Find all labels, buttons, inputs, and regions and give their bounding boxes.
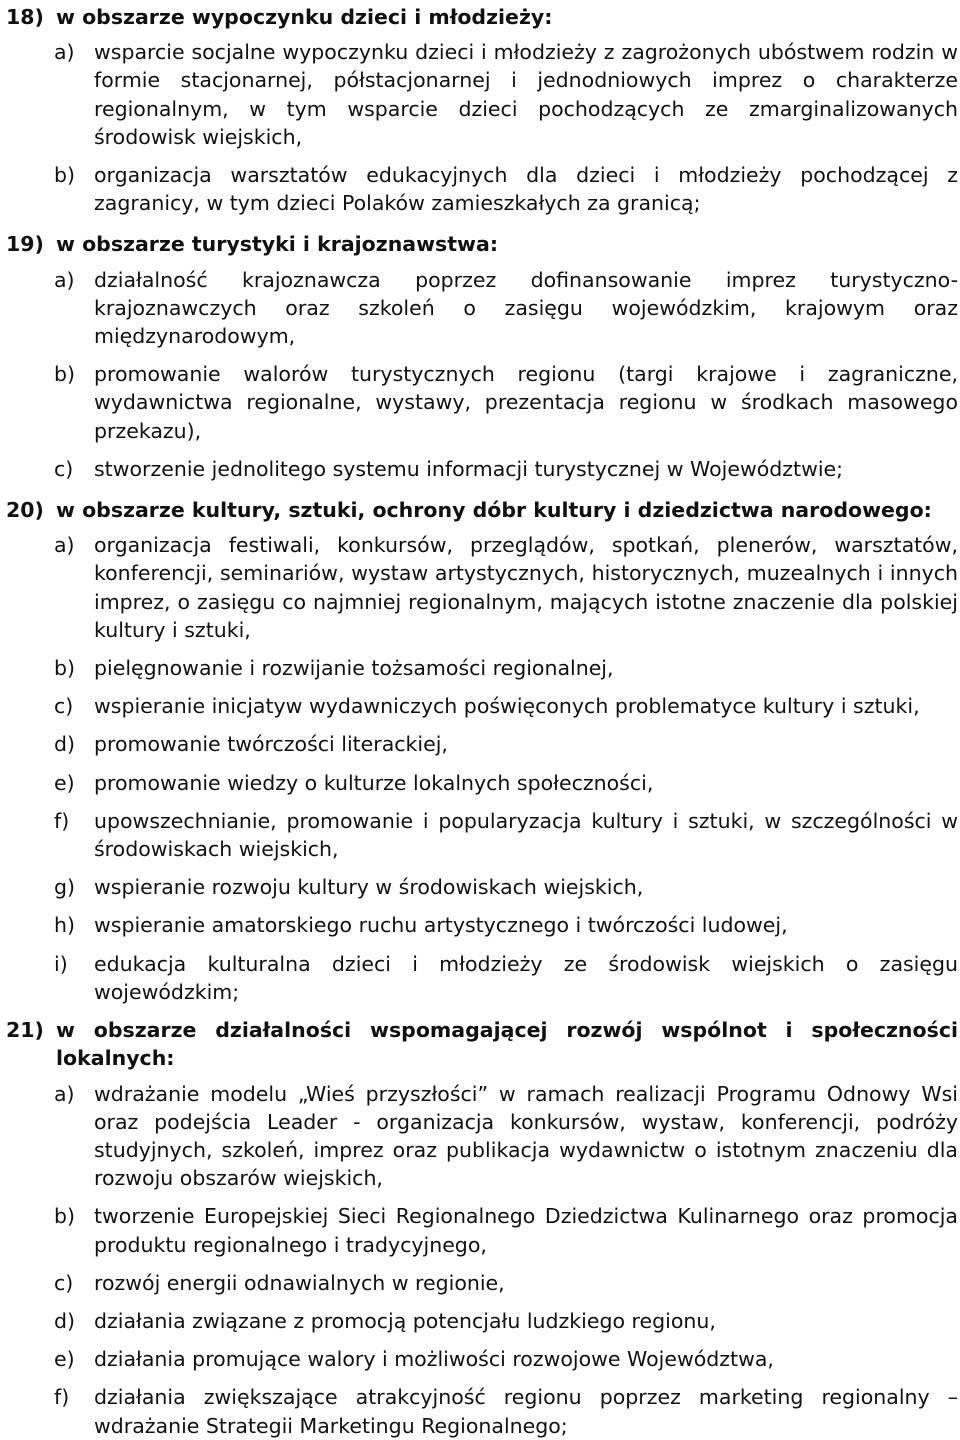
list-item	[6, 455, 958, 483]
item-text: promowanie twórczości literackiej,	[94, 732, 448, 757]
section-title-line: w obszarze działalności wspomagającej rozwój wspólnot i społeczności	[56, 1018, 958, 1043]
item-marker: h)	[54, 913, 75, 938]
item-text: promowanie walorów turystycznych regionu (targi krajowe i zagraniczne, wydawnictwa regionalne, wystawy, prezentacja regionu w środkach masowego przekazu),	[94, 362, 958, 443]
section-number: 19)	[6, 232, 44, 257]
item-marker: f)	[54, 808, 70, 833]
section-title: w obszarze kultury, sztuki, ochrony dóbr kultury i dziedzictwa narodowego:	[56, 498, 932, 523]
list-item	[6, 266, 958, 351]
item-marker: a)	[54, 1081, 75, 1106]
list-item	[6, 1383, 958, 1439]
section-title-line: lokalnych:	[56, 1046, 175, 1071]
section-20	[6, 496, 958, 1006]
item-text: promowanie wiedzy o kulturze lokalnych społeczności,	[94, 770, 654, 795]
item-text: wsparcie socjalne wypoczynku dzieci i młodzieży z zagrożonych ubóstwem rodzin w formie stacjonarnej, półstacjonarnej i jednodniowych imprez o charakterze regionalnym, w tym wsparcie dzieci pochodzących ze zmarginalizowanych środowisk wiejskich,	[94, 40, 958, 149]
item-text: działalność krajoznawcza poprzez dofinansowanie imprez turystyczno-krajoznawczych oraz szkoleń o zasięgu wojewódzkim, krajowym oraz międzynarodowym,	[94, 267, 958, 349]
item-marker: g)	[54, 875, 76, 900]
list-item	[6, 769, 958, 797]
item-marker: a)	[54, 533, 75, 558]
list-item	[6, 654, 958, 682]
item-text: rozwój energii odnawialnych w regionie,	[94, 1270, 505, 1295]
section-heading	[6, 230, 958, 258]
item-text: działania promujące walory i możliwości rozwojowe Województwa,	[94, 1347, 774, 1372]
list-item	[6, 1269, 958, 1297]
list-item	[6, 807, 958, 863]
item-marker: i)	[54, 951, 68, 976]
item-marker: d)	[54, 1308, 76, 1333]
item-marker: b)	[54, 1204, 76, 1229]
section-21	[6, 1016, 958, 1440]
section-heading	[6, 1016, 958, 1072]
section-number: 21)	[6, 1018, 44, 1043]
item-marker: e)	[54, 1347, 75, 1372]
list-item	[6, 1202, 958, 1258]
section-number: 20)	[6, 498, 44, 523]
section-number: 18)	[6, 5, 44, 29]
list-item	[6, 911, 958, 939]
item-text: stworzenie jednolitego systemu informacji turystycznej w Województwie;	[94, 456, 844, 481]
item-marker: b)	[54, 163, 76, 188]
list-item	[6, 692, 958, 720]
list-item	[6, 873, 958, 901]
list-item	[6, 1080, 958, 1193]
item-marker: c)	[54, 1270, 74, 1295]
section-18	[6, 0, 958, 217]
item-text: działania związane z promocją potencjału ludzkiego regionu,	[94, 1308, 716, 1333]
item-marker: a)	[54, 40, 75, 65]
section-heading	[6, 496, 958, 524]
item-text: pielęgnowanie i rozwijanie tożsamości regionalnej,	[94, 656, 614, 681]
item-marker: a)	[54, 267, 75, 292]
item-text: tworzenie Europejskiej Sieci Regionalnego Dziedzictwa Kulinarnego oraz promocja produktu regionalnego i tradycyjnego,	[94, 1204, 958, 1257]
item-text: wdrażanie modelu „Wieś przyszłości” w ramach realizacji Programu Odnowy Wsi oraz podejścia Leader - organizacja konkursów, wystaw, konferencji, podróży studyjnych, szkoleń, imprez oraz publikacja wydawnictw o istotnym znaczeniu dla rozwoju obszarów wiejskich,	[94, 1081, 958, 1191]
item-marker: f)	[54, 1385, 70, 1410]
section-title: w obszarze wypoczynku dzieci i młodzieży:	[56, 5, 553, 29]
item-marker: c)	[54, 694, 74, 719]
item-marker: e)	[54, 770, 75, 795]
item-text: wspieranie rozwoju kultury w środowiskach wiejskich,	[94, 875, 644, 900]
list-item	[6, 531, 958, 644]
item-text: wspieranie amatorskiego ruchu artystycznego i twórczości ludowej,	[94, 913, 788, 938]
section-title: w obszarze turystyki i krajoznawstwa:	[56, 232, 499, 257]
item-text: wspieranie inicjatyw wydawniczych poświęconych problematyce kultury i sztuki,	[94, 694, 920, 719]
list-item	[6, 730, 958, 758]
item-marker: d)	[54, 732, 76, 757]
list-item	[6, 1345, 958, 1373]
list-item	[6, 161, 958, 217]
item-marker: c)	[54, 456, 74, 481]
section-title	[56, 1016, 958, 1072]
section-heading	[6, 3, 958, 31]
list-item	[6, 1307, 958, 1335]
list-item	[6, 360, 958, 445]
list-item	[6, 950, 958, 1006]
item-text: edukacja kulturalna dzieci i młodzieży ze środowisk wiejskich o zasięgu wojewódzkim;	[94, 951, 958, 1004]
item-text: organizacja festiwali, konkursów, przeglądów, spotkań, plenerów, warsztatów, konferencji, seminariów, wystaw artystycznych, historycznych, muzealnych i innych imprez, o zasięgu co najmniej regionalnym, mających istotne znaczenie dla polskiej kultury i sztuki,	[94, 533, 958, 642]
list-item	[6, 38, 958, 151]
item-marker: b)	[54, 362, 76, 387]
item-text: działania zwiększające atrakcyjność regionu poprzez marketing regionalny – wdrażanie Strategii Marketingu Regionalnego;	[94, 1385, 958, 1438]
item-marker: b)	[54, 656, 76, 681]
section-19	[6, 230, 958, 483]
item-text: upowszechnianie, promowanie i popularyzacja kultury i sztuki, w szczególności w środowiskach wiejskich,	[94, 808, 958, 862]
item-text: organizacja warsztatów edukacyjnych dla dzieci i młodzieży pochodzącej z zagranicy, w tym dzieci Polaków zamieszkałych za granicą;	[94, 163, 958, 216]
